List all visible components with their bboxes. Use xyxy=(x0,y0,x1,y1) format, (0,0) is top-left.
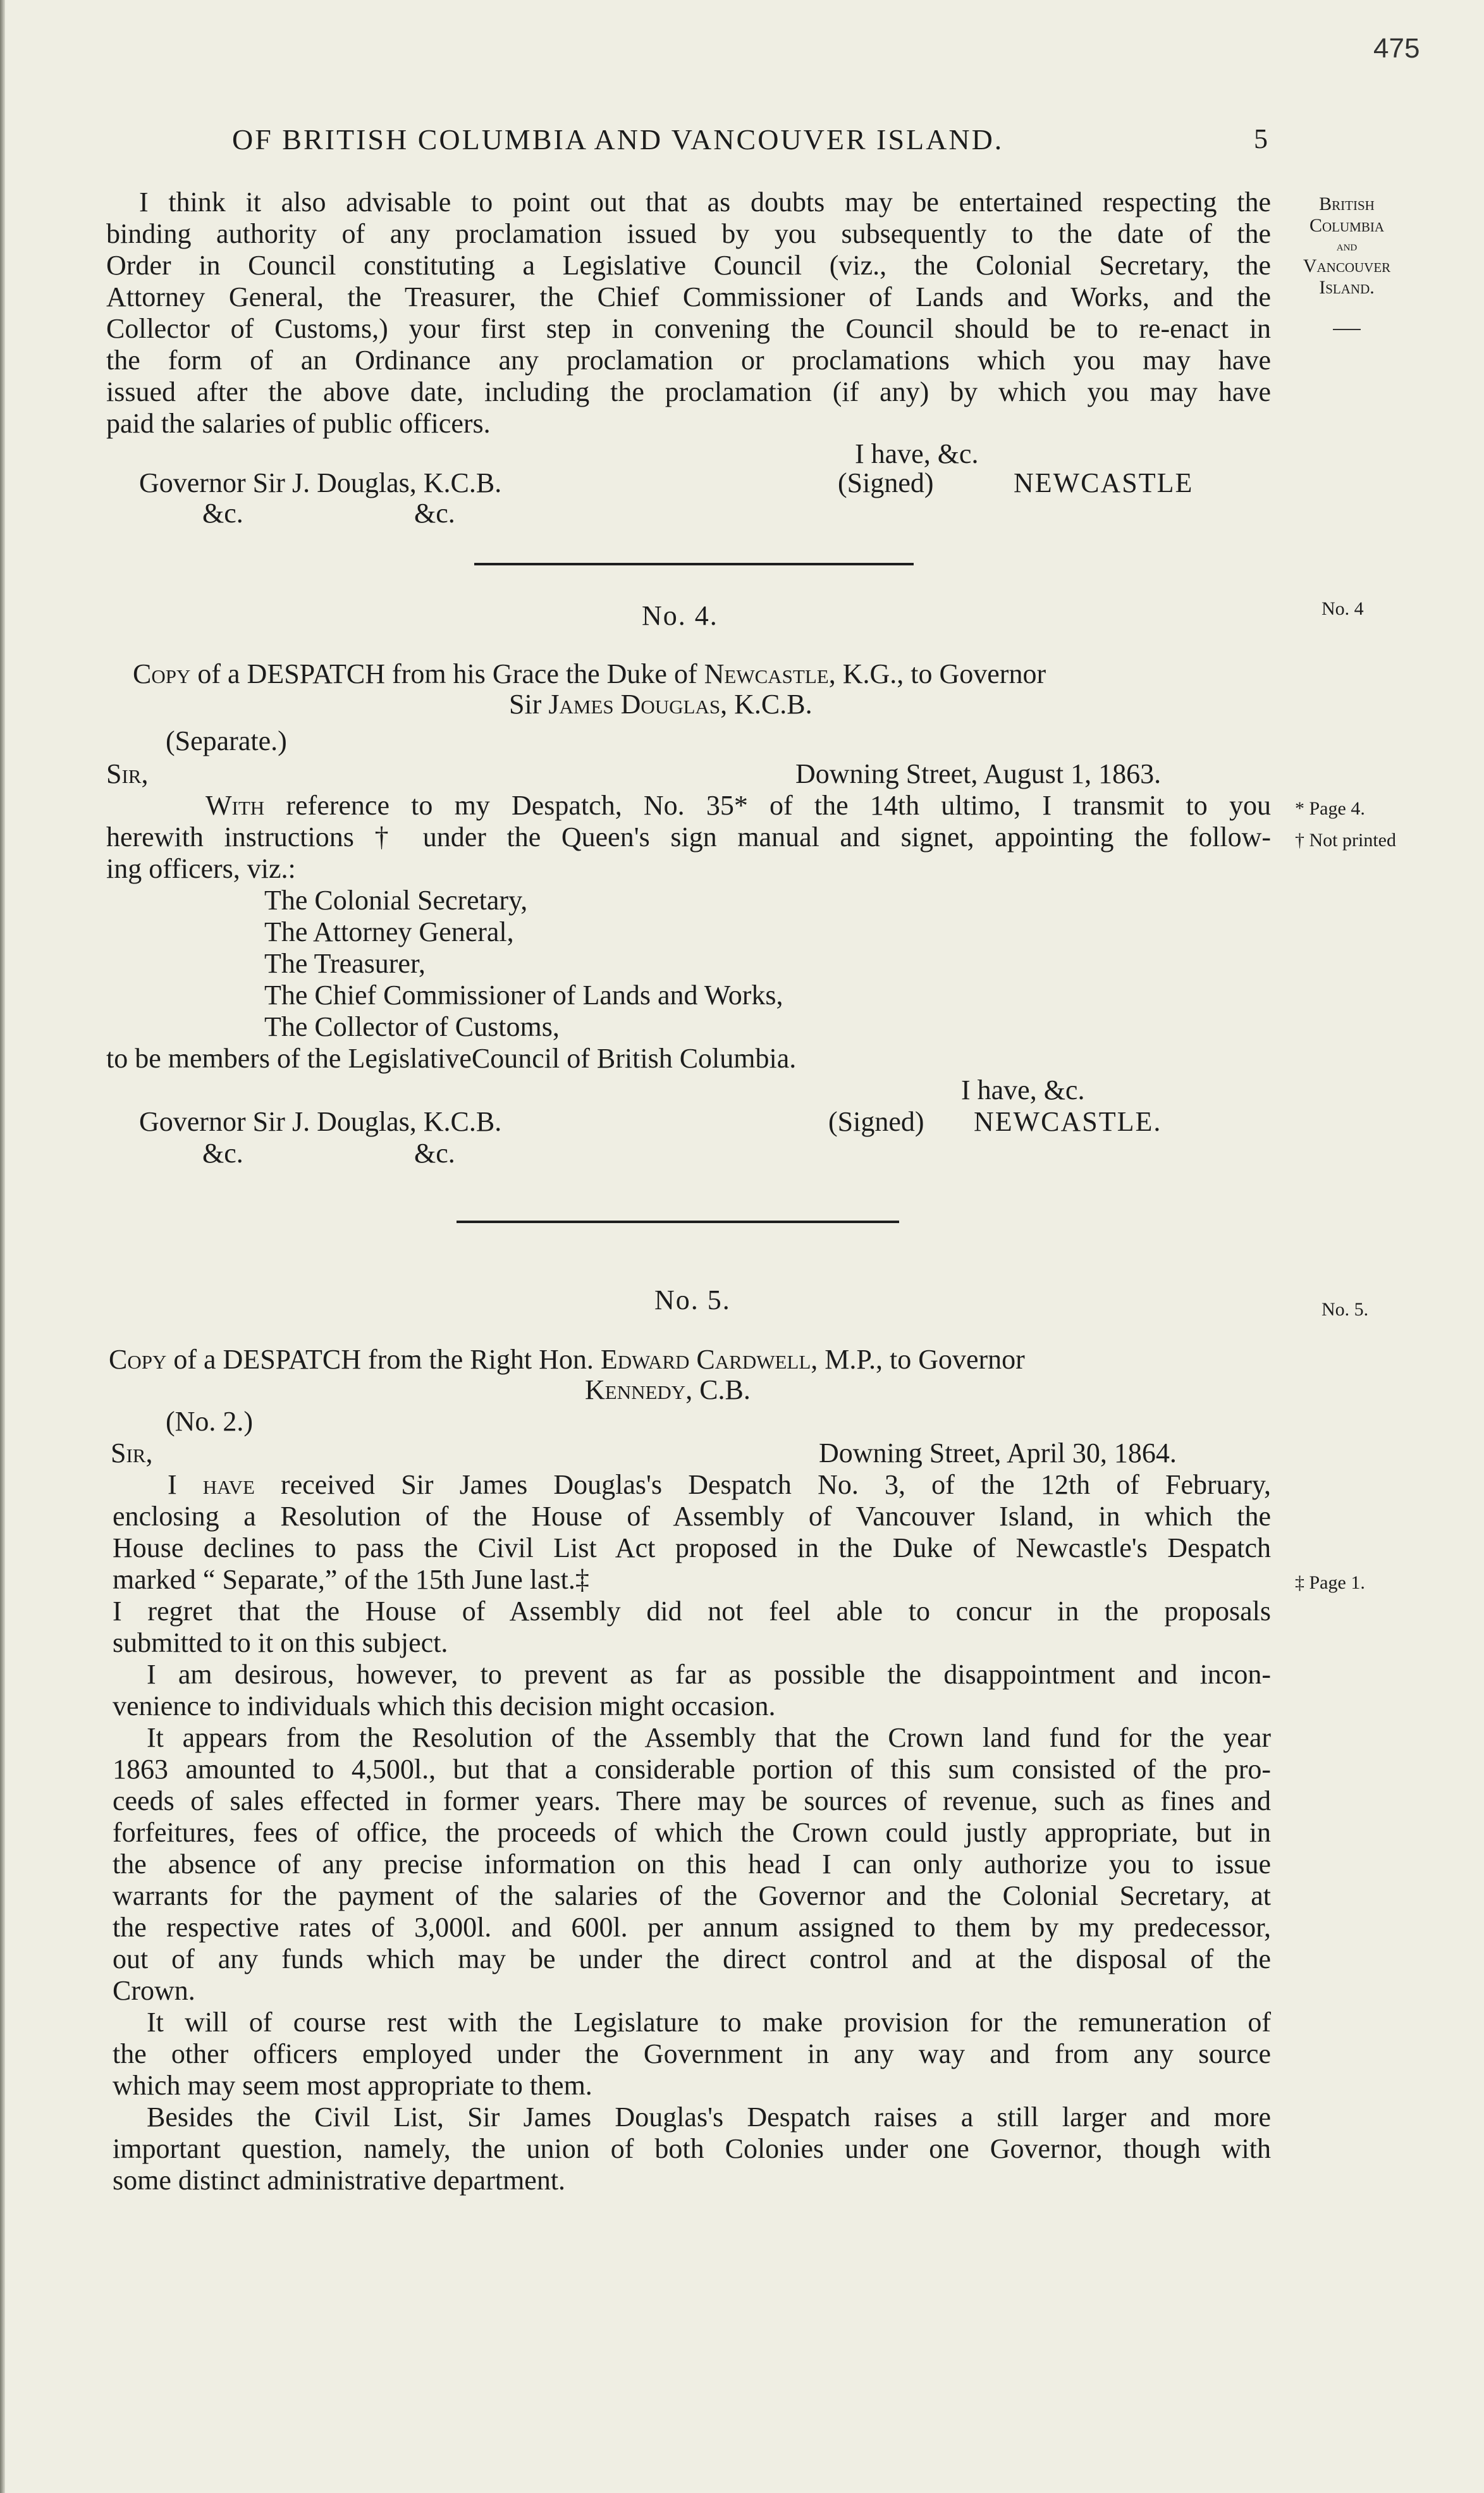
no5-despatch-number: (No. 2.) xyxy=(166,1406,254,1437)
section1-line: binding authority of any proclamation issued by you subsequently to the date of the xyxy=(106,218,1271,249)
no5-p4-line: the absence of any precise information on this head I can only authorize you to issue xyxy=(113,1849,1271,1880)
no4-para-line3: ing officers, viz.: xyxy=(106,853,296,884)
no5-p1-line: marked “ Separate,” of the 15th June last.‡ xyxy=(113,1564,589,1595)
no5-p4-line: ceeds of sales effected in former years. There may be sources of revenue, such as fines and xyxy=(113,1785,1271,1816)
section-divider xyxy=(457,1221,899,1223)
no4-signed: (Signed) xyxy=(828,1106,924,1137)
no4-title-text: of a DESPATCH from his Grace the Duke of xyxy=(190,658,704,689)
no5-heading: No. 5. xyxy=(654,1284,731,1315)
margin-header-line2: Columbia xyxy=(1309,215,1384,236)
no5-title-name: Edward Cardwell xyxy=(600,1344,811,1375)
no5-p5-line: which may seem most appropriate to them. xyxy=(113,2070,592,2101)
no5-p4-line: the respective rates of 3,000l. and 600l. per annum assigned to them by my predecessor, xyxy=(113,1912,1271,1943)
no4-para-rest: reference to my Despatch, No. 35* of the 14th ultimo, I transmit to you xyxy=(264,790,1271,821)
no4-etc: &c. xyxy=(414,1138,455,1169)
no5-title-line2 xyxy=(585,1374,751,1406)
running-head: OF BRITISH COLUMBIA AND VANCOUVER ISLAND. xyxy=(232,123,1004,156)
section1-line: the form of an Ordinance any proclamation or proclamations which you may have xyxy=(106,345,1271,376)
no4-officer: The Chief Commissioner of Lands and Works, xyxy=(264,980,783,1011)
no5-margin-page-ref: ‡ Page 1. xyxy=(1295,1572,1365,1593)
section1-line: Attorney General, the Treasurer, the Chief Commissioner of Lands and Works, and the xyxy=(106,281,1271,312)
no5-title-text: of a DESPATCH from the Right Hon. xyxy=(166,1344,601,1375)
no4-etc: &c. xyxy=(202,1138,243,1169)
section1-line: I think it also advisable to point out that as doubts may be entertained respecting the xyxy=(139,187,1271,218)
no5-p6-line: some distinct administrative department. xyxy=(113,2165,566,2196)
no5-p1-line: enclosing a Resolution of the House of Assembly of Vancouver Island, in which the xyxy=(113,1501,1271,1532)
margin-header-line5: Island. xyxy=(1319,277,1375,298)
margin-header-line4: Vancouver xyxy=(1303,255,1391,276)
no4-officer: The Collector of Customs, xyxy=(264,1011,560,1042)
no5-p4-line: forfeitures, fees of office, the proceeds of which the Crown could justly appropriate, but in xyxy=(113,1817,1271,1848)
no4-officer: The Attorney General, xyxy=(264,916,514,947)
no5-p1-line: House declines to pass the Civil List Act proposed in the Duke of Newcastle's Despatch xyxy=(113,1532,1271,1563)
no5-p1-line1 xyxy=(168,1468,1271,1501)
no5-p2-line: submitted to it on this subject. xyxy=(113,1627,448,1658)
margin-header-line1: British xyxy=(1319,194,1375,214)
no4-para-line1 xyxy=(205,789,1271,822)
no5-place-date: Downing Street, April 30, 1864. xyxy=(819,1437,1177,1468)
no4-title-line1 xyxy=(133,658,1046,690)
section1-etc: &c. xyxy=(202,498,243,529)
no5-p6-line: important question, namely, the union of both Colonies under one Governor, though with xyxy=(113,2133,1271,2164)
no5-p6-line: Besides the Civil List, Sir James Douglas's Despatch raises a still larger and more xyxy=(147,2102,1271,2133)
section-divider xyxy=(474,563,914,565)
no4-salutation: Sir, xyxy=(106,758,149,789)
no5-p1-first-rest: received Sir James Douglas's Despatch No. 3, of the 12th of February, xyxy=(254,1469,1271,1500)
running-page-number: 5 xyxy=(1254,123,1268,154)
margin-header-line3: and xyxy=(1336,238,1358,254)
no4-title-tail: , K.G., to Governor xyxy=(828,658,1046,689)
no5-p5-line: It will of course rest with the Legislature to make provision for the remuneration of xyxy=(147,2007,1271,2038)
no5-title-line1 xyxy=(109,1343,1025,1376)
no4-para-line2: herewith instructions † under the Queen's sign manual and signet, appointing the follow- xyxy=(106,822,1271,853)
no4-title-line2 xyxy=(509,688,813,720)
no5-salutation: Sir, xyxy=(111,1437,153,1468)
no5-p1-ihave: I have xyxy=(168,1469,255,1500)
no4-title-sir: Sir xyxy=(509,689,549,720)
no4-separate: (Separate.) xyxy=(166,725,287,756)
binding-edge xyxy=(0,0,5,2493)
no4-tail: to be members of the LegislativeCouncil of British Columbia. xyxy=(106,1043,797,1074)
no5-title-copy: Copy xyxy=(109,1344,167,1375)
section1-etc: &c. xyxy=(414,498,455,529)
no4-margin-page-ref: * Page 4. xyxy=(1295,798,1365,819)
no4-title-rank: , K.C.B. xyxy=(720,689,813,720)
section1-signatory: NEWCASTLE xyxy=(1014,467,1194,498)
section1-addressee: Governor Sir J. Douglas, K.C.B. xyxy=(139,467,502,498)
section1-closing: I have, &c. xyxy=(855,438,979,469)
margin-header xyxy=(1296,194,1397,299)
margin-header-rule xyxy=(1333,329,1361,330)
no5-p3-line: venience to individuals which this decision might occasion. xyxy=(113,1690,776,1721)
section1-line: Collector of Customs,) your first step in convening the Council should be to re-enact in xyxy=(106,313,1271,344)
no4-officer: The Colonial Secretary, xyxy=(264,885,528,916)
section1-line: paid the salaries of public officers. xyxy=(106,408,491,439)
no4-closing: I have, &c. xyxy=(961,1074,1085,1105)
no4-signatory: NEWCASTLE. xyxy=(974,1106,1162,1137)
no5-title-recipient: Kennedy xyxy=(585,1374,686,1405)
no5-p4-line: warrants for the payment of the salaries of the Governor and the Colonial Secretary, at xyxy=(113,1880,1271,1911)
no4-title-recipient: James Douglas xyxy=(548,689,721,720)
no4-title-name: Newcastle xyxy=(704,658,829,689)
section1-line: issued after the above date, including the proclamation (if any) by which you may have xyxy=(106,376,1271,407)
no4-place-date: Downing Street, August 1, 1863. xyxy=(795,758,1162,789)
no5-p4-line: Crown. xyxy=(113,1975,195,2006)
no5-p2-line: I regret that the House of Assembly did not feel able to concur in the proposals xyxy=(113,1596,1271,1627)
no4-para-with: With xyxy=(205,790,265,821)
no5-p4-line: It appears from the Resolution of the Assembly that the Crown land fund for the year xyxy=(147,1722,1271,1753)
no4-addressee: Governor Sir J. Douglas, K.C.B. xyxy=(139,1106,502,1137)
no5-p5-line: the other officers employed under the Government in any way and from any source xyxy=(113,2038,1271,2069)
no5-p4-line: out of any funds which may be under the direct control and at the disposal of the xyxy=(113,1943,1271,1974)
no4-margin-number: No. 4 xyxy=(1321,598,1364,619)
no4-heading: No. 4. xyxy=(642,600,718,631)
no5-title-rank: , C.B. xyxy=(685,1374,751,1405)
no4-title-copy: Copy xyxy=(133,658,191,689)
section1-line: Order in Council constituting a Legislative Council (viz., the Colonial Secretary, the xyxy=(106,250,1271,281)
page-number: 475 xyxy=(1373,33,1420,64)
no5-p4-line: 1863 amounted to 4,500l., but that a considerable portion of this sum consisted of the pro- xyxy=(113,1754,1271,1785)
no5-p3-line: I am desirous, however, to prevent as far as possible the disappointment and incon- xyxy=(147,1659,1271,1690)
no4-officer: The Treasurer, xyxy=(264,948,426,979)
section1-signed: (Signed) xyxy=(838,467,934,498)
no5-margin-number: No. 5. xyxy=(1321,1299,1369,1320)
no5-title-tail: , M.P., to Governor xyxy=(811,1344,1025,1375)
no4-margin-not-printed: † Not printed xyxy=(1295,830,1396,851)
